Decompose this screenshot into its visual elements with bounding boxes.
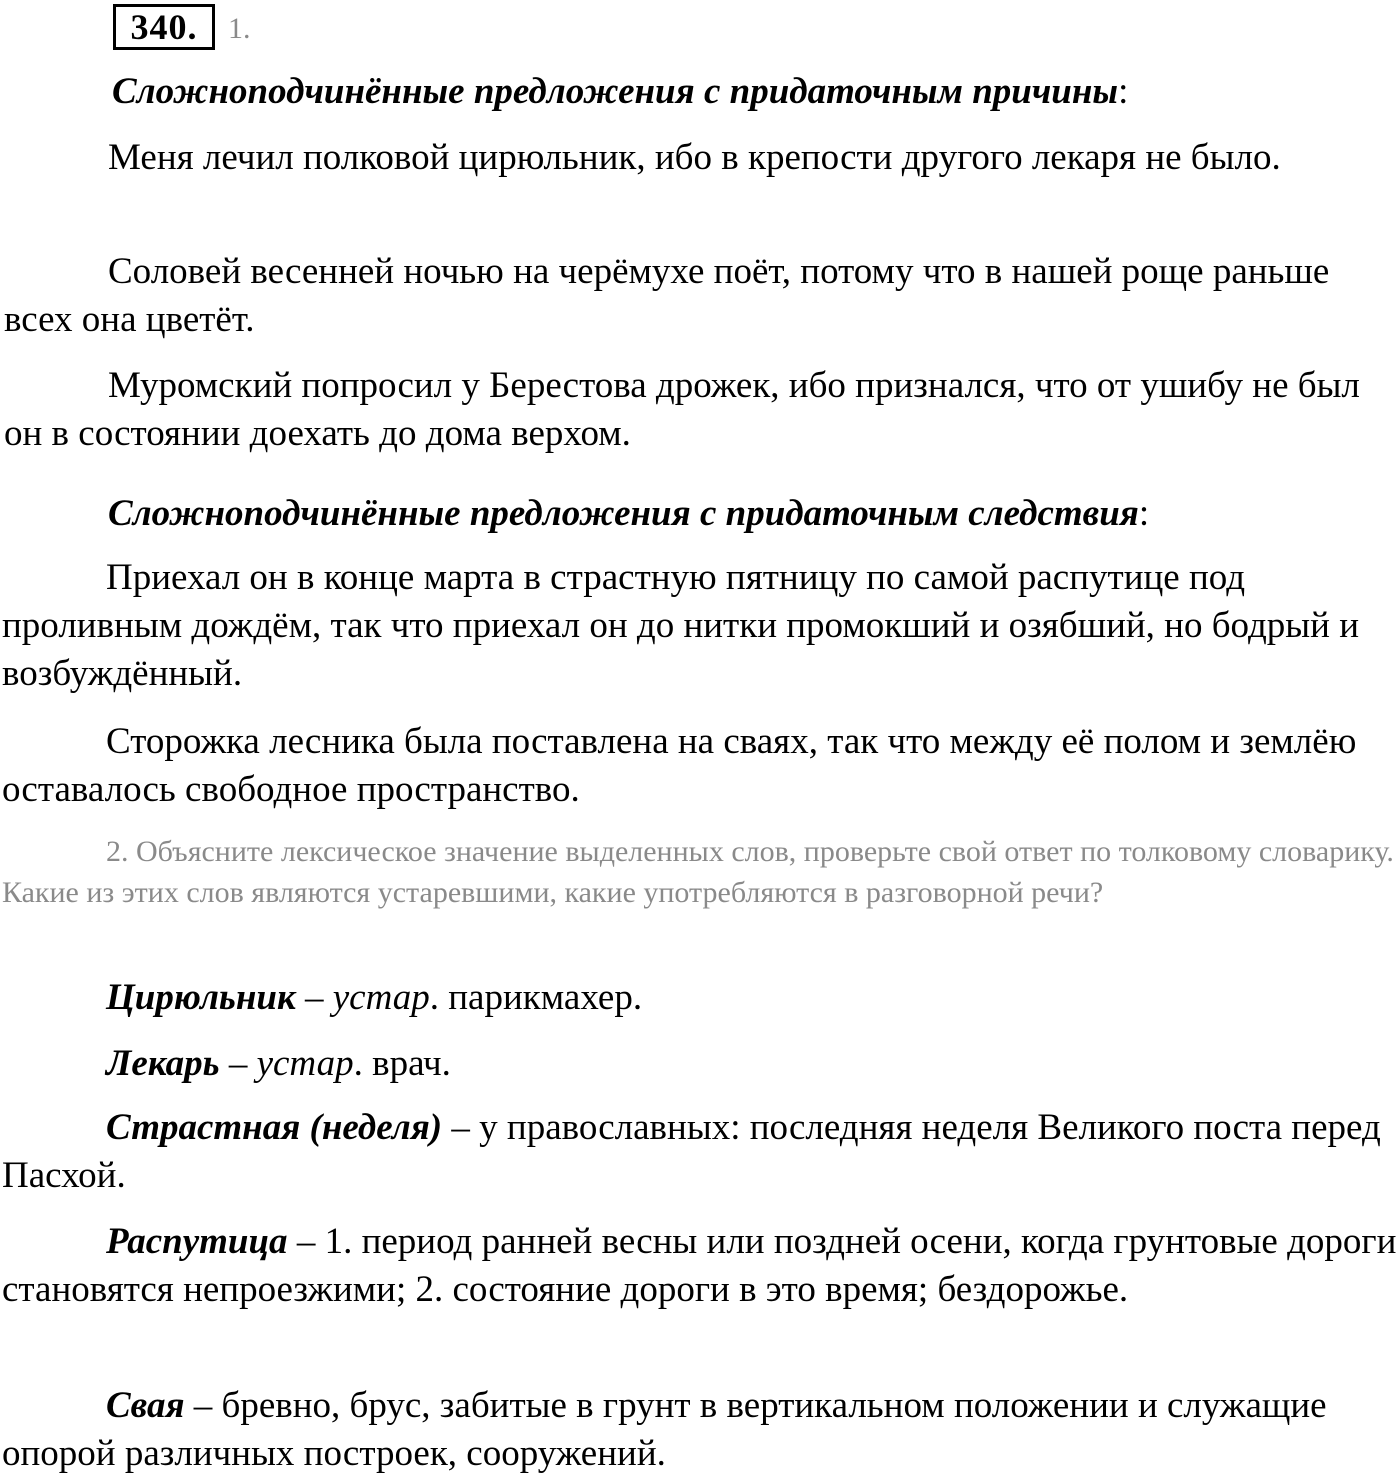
sentence: Муромский попросил у Берестова дрожек, ибо признался, что от ушибу не был он в состоянии доехать до дома верхом. — [4, 365, 1360, 454]
definition-item: Свая – бревно, брус, забитые в грунт в вертикальном положении и служащие опорой различных построек, сооружений. — [2, 1385, 1327, 1474]
definition-item: Лекарь – устар. врач. — [106, 1043, 451, 1084]
sentence: Приехал он в конце марта в страстную пятницу по самой распутице под проливным дождём, так что приехал он до нитки промокший и озябший, но бодрый и возбуждённый. — [2, 557, 1360, 694]
definition-item: Страстная (неделя) – у православных: последняя неделя Великого поста перед Пасхой. — [2, 1107, 1381, 1196]
exercise-number: 340. — [113, 4, 215, 50]
subtask-number: 1. — [228, 12, 251, 45]
sentence: Соловей весенней ночью на черёмухе поёт, потому что в нашей роще раньше всех она цветёт. — [4, 251, 1330, 340]
definition-item: Цирюльник – устар. парикмахер. — [106, 977, 643, 1018]
task-2-text: 2. Объясните лексическое значение выделенных слов, проверьте свой ответ по толковому словарику. Какие из этих слов являются устаревшими, какие употребляются в разговорной речи? — [2, 835, 1394, 909]
section-heading-cause: Сложноподчинённые предложения с придаточным причины: — [112, 71, 1129, 112]
section-heading-consequence: Сложноподчинённые предложения с придаточным следствия: — [108, 493, 1150, 534]
sentence: Сторожка лесника была поставлена на сваях, так что между её полом и землёю оставалось свободное пространство. — [2, 721, 1357, 810]
definition-item: Распутица – 1. период ранней весны или поздней осени, когда грунтовые дороги становятся непроезжими; 2. состояние дороги в это время; бездорожье. — [2, 1221, 1397, 1310]
sentence: Меня лечил полковой цирюльник, ибо в крепости другого лекаря не было. — [108, 137, 1281, 178]
